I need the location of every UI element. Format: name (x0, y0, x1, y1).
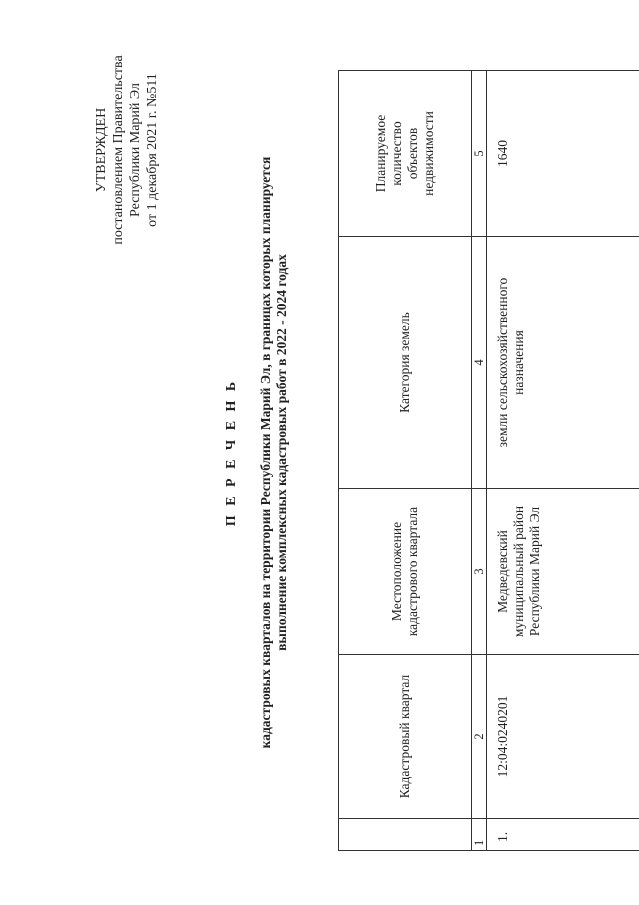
approval-line-3: Республики Марий Эл (128, 83, 143, 217)
table-row (487, 71, 639, 851)
header-cadastral-quarter: Кадастровый квартал (339, 655, 472, 819)
location-line-3: Республики Марий Эл (527, 506, 542, 637)
header-location (339, 489, 472, 655)
planned-count-cell: 1640 (487, 71, 639, 237)
column-number-5: 5 (472, 71, 487, 237)
header-location-line-2: кадастрового квартала (405, 506, 420, 637)
subtitle-line-1: кадастровых кварталов на территории Республики Марий Эл, в границах которых планируется (258, 156, 273, 749)
header-planned-line-4: недвижимости (421, 111, 436, 196)
land-category-cell (487, 237, 639, 489)
row-number: 1. (487, 819, 639, 851)
location-line-1: Медведевский (495, 530, 510, 613)
approval-line-2: постановлением Правительства (111, 55, 126, 245)
header-planned-line-1: Планируемое (373, 114, 388, 193)
approval-line-4: от 1 декабря 2021 г. №511 (145, 73, 160, 227)
subtitle-line-2: выполнение комплексных кадастровых работ в 2022 - 2024 годах (274, 254, 289, 651)
approval-stamp (93, 35, 161, 265)
category-line-2: назначения (511, 330, 526, 395)
column-number-1: 1 (472, 819, 487, 851)
header-planned-line-2: количество (389, 121, 404, 186)
column-number-row (472, 71, 487, 851)
column-number-4: 4 (472, 237, 487, 489)
table-header-row (339, 71, 472, 851)
document-subtitle (258, 0, 290, 905)
approval-line-1: УТВЕРЖДЕН (94, 107, 109, 193)
document-title: П Е Р Е Ч Е Н Ь (224, 378, 239, 527)
location-cell (487, 489, 639, 655)
cadastral-quarter-cell: 12:04:0240201 (487, 655, 639, 819)
header-planned-count (339, 71, 472, 237)
cadastral-quarters-table (338, 70, 639, 851)
column-number-3: 3 (472, 489, 487, 655)
category-line-1: земли сельскохозяйственного (495, 277, 510, 448)
header-row-number (339, 819, 472, 851)
header-location-line-1: Местоположение (389, 521, 404, 622)
header-planned-line-3: объектов (405, 127, 420, 180)
location-line-2: муниципальный район (511, 505, 526, 638)
header-land-category: Категория земель (339, 237, 472, 489)
column-number-2: 2 (472, 655, 487, 819)
